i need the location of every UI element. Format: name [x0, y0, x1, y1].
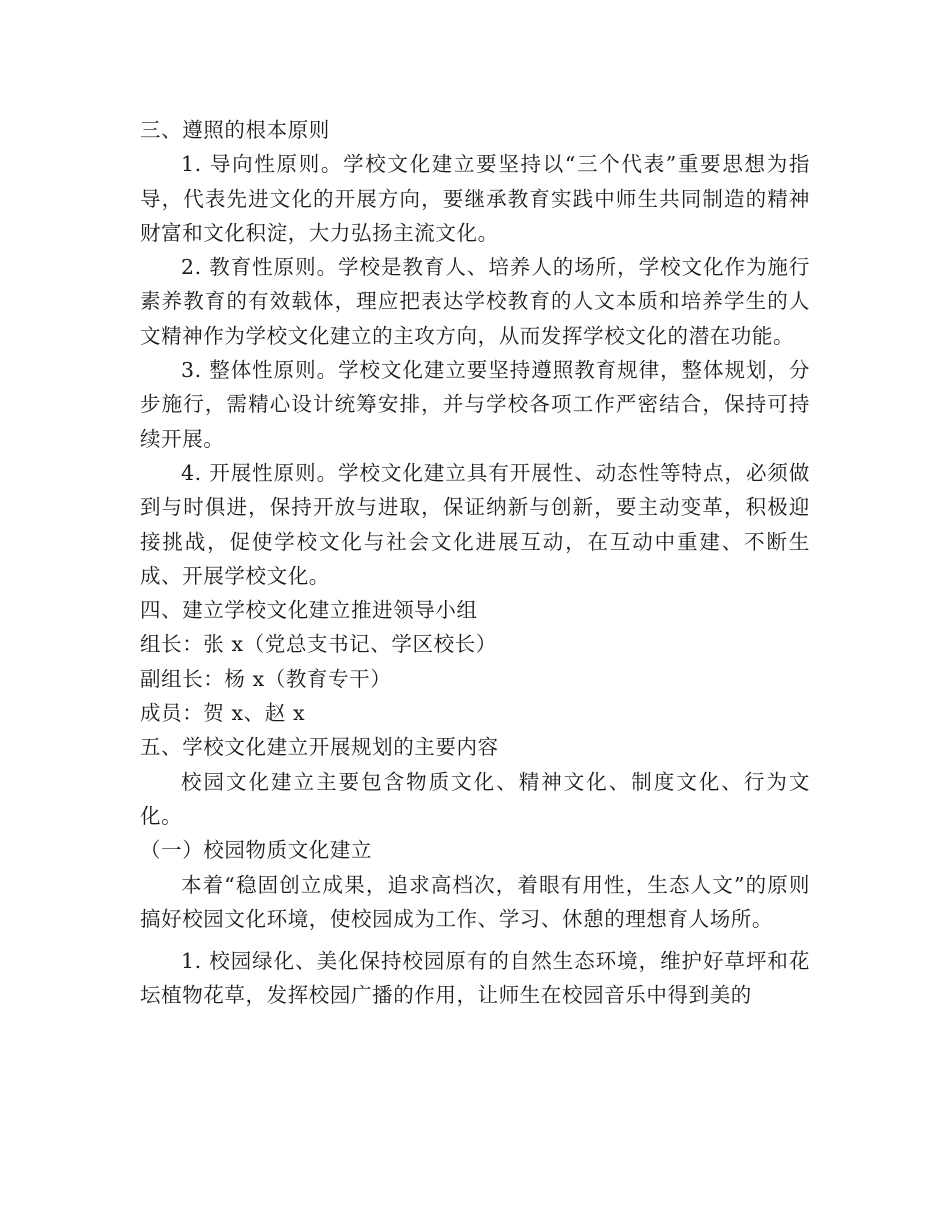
paragraph-culture-types: 校园文化建立主要包含物质文化、精神文化、制度文化、行为文化。: [140, 769, 810, 828]
paragraph-gap: [140, 936, 810, 944]
paragraph-holistic-principle: 3. 整体性原则。学校文化建立要坚持遵照教育规律，整体规划，分步施行，需精心设计统筹安排，并与学校各项工作严密结合，保持可持续开展。: [140, 358, 810, 451]
document-body: [140, 113, 810, 1013]
paragraph-material-culture-principle: 本着“稳固创立成果，追求高档次，着眼有用性，生态人文”的原则搞好校园文化环境，使校园成为工作、学习、休憩的理想育人场所。: [140, 872, 810, 931]
section-heading-principles: 三、遵照的根本原则: [140, 118, 330, 142]
paragraph-development-principle: 4. 开展性原则。学校文化建立具有开展性、动态性等特点，必须做到与时俱进，保持开放与进取，保证纳新与创新，要主动变革，积极迎接挑战，促使学校文化与社会文化进展互动，在互动中重建、不断生成、开展学校文化。: [140, 460, 810, 588]
group-leader-line: 组长：张 x（党总支书记、学区校长）: [140, 632, 497, 657]
paragraph-education-principle: 2. 教育性原则。学校是教育人、培养人的场所，学校文化作为施行素养教育的有效载体，理应把表达学校教育的人文本质和培养学生的人文精神作为学校文化建立的主攻方向，从而发挥学校文化的潜在功能。: [140, 255, 810, 348]
paragraph-guidance-principle: 1. 导向性原则。学校文化建立要坚持以“三个代表”重要思想为指导，代表先进文化的开展方向，要继承教育实践中师生共同制造的精神财富和文化积淀，大力弘扬主流文化。: [140, 152, 810, 245]
deputy-leader-line: 副组长：杨 x（教育专干）: [140, 666, 392, 691]
paragraph-campus-greening: 1. 校园绿化、美化保持校园原有的自然生态环境，维护好草坪和花坛植物花草，发挥校园广播的作用，让师生在校园音乐中得到美的: [140, 949, 810, 1008]
section-heading-main-content: 五、学校文化建立开展规划的主要内容: [140, 735, 499, 760]
members-line: 成员：贺 x、赵 x: [140, 701, 306, 726]
subsection-heading-material-culture: （一）校园物质文化建立: [140, 838, 373, 863]
section-heading-leadership-group: 四、建立学校文化建立推进领导小组: [140, 598, 478, 623]
